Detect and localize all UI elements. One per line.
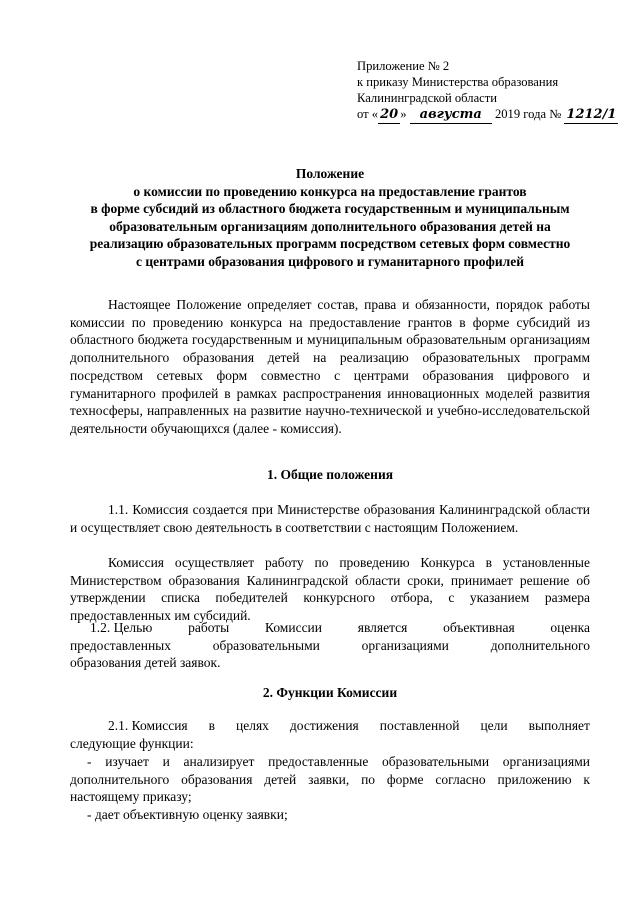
- paragraph-3-line-2: [70, 637, 590, 655]
- intro-paragraph: Настоящее Положение определяет состав, права и обязанности, порядок работы комиссии по проведению конкурса на предоставление грантов в форме субсидий из областного бюджета государственным и муниципальным образовательным организациям дополнительного образования детей на реализацию образовательных программ посредством сетевых форм совместно с центрами образования цифрового и гуманитарного профилей в рамках распространения инновационных моделей развития техносферы, направленных на развитие научно-технической и учебно-исследовательской деятельности обучающихся (далее - комиссия).: [70, 297, 590, 436]
- section-2-line-2: следующие функции:: [70, 735, 194, 751]
- section-2-line-1: [70, 717, 590, 735]
- title-line: в форме субсидий из областного бюджета государственным и муниципальным: [90, 201, 570, 216]
- word: оценка: [550, 620, 590, 635]
- appendix-block: [357, 58, 618, 124]
- handwritten-month: августа: [410, 107, 492, 124]
- date-prefix: от «: [357, 107, 379, 121]
- section-2-bullet-1: - изучает и анализирует предоставленные образовательными организациями дополнительного образования детей заявки, по форме согласно приложению к настоящему приказу;: [70, 754, 590, 805]
- date-suffix: 2019 года №: [494, 107, 562, 121]
- word: является: [357, 620, 408, 635]
- section-1-paragraph-1: 1.1. Комиссия создается при Министерстве образования Калининградской области и осуществляет свою деятельность в соответствии с настоящим Положением.: [70, 502, 590, 535]
- word: дополнительного: [490, 637, 590, 653]
- word: Комиссии: [264, 620, 323, 635]
- section-1-paragraph-3: [70, 619, 590, 672]
- word: образовательными: [212, 637, 320, 653]
- word: выполняет: [528, 718, 590, 733]
- word: 1.2. Целью: [90, 620, 153, 635]
- word: достижения: [289, 718, 359, 733]
- document-title: [60, 165, 600, 270]
- section-2-bullet-2: - дает объективную оценку заявки;: [87, 807, 288, 822]
- word: поставленной: [379, 718, 460, 733]
- paragraph-3-line-1: [70, 619, 590, 637]
- appendix-number: Приложение № 2: [357, 59, 450, 73]
- paragraph-3-line-3: образования детей заявок.: [70, 655, 221, 671]
- word: целях: [235, 718, 269, 733]
- appendix-region: Калининградской области: [357, 91, 497, 105]
- title-line: реализацию образовательных программ посредством сетевых форм совместно: [89, 236, 571, 251]
- section-1-paragraph-2: Комиссия осуществляет работу по проведению Конкурса в установленные Министерством образования Калининградской области сроки, принимает решение об утверждении списка победителей конкурсного отбора, с указанием размера предоставленных им субсидий.: [70, 555, 590, 624]
- date-mid: »: [400, 107, 407, 121]
- section-1-heading: 1. Общие положения: [266, 467, 394, 482]
- title-line: образовательным организациям дополнительного образования детей на: [109, 218, 551, 234]
- word: предоставленных: [70, 637, 171, 653]
- title-line: с центрами образования цифрового и гуманитарного профилей: [135, 253, 525, 269]
- title-line: Положение: [295, 166, 365, 181]
- appendix-order-ref: к приказу Министерства образования: [357, 75, 559, 89]
- word: в: [208, 718, 215, 733]
- appendix-date-line: [357, 106, 618, 124]
- word: организациями: [361, 637, 449, 653]
- handwritten-day: 20: [380, 107, 399, 122]
- handwritten-order-number: 1212/1: [566, 107, 617, 122]
- word: цели: [480, 718, 508, 733]
- title-line: о комиссии по проведению конкурса на предоставление грантов: [133, 183, 527, 199]
- word: работы: [188, 620, 230, 635]
- section-2-heading: 2. Функции Комиссии: [262, 685, 398, 700]
- word: объективная: [443, 620, 515, 635]
- section-2-paragraph-1: [70, 717, 590, 752]
- word: 2.1. Комиссия: [108, 718, 188, 733]
